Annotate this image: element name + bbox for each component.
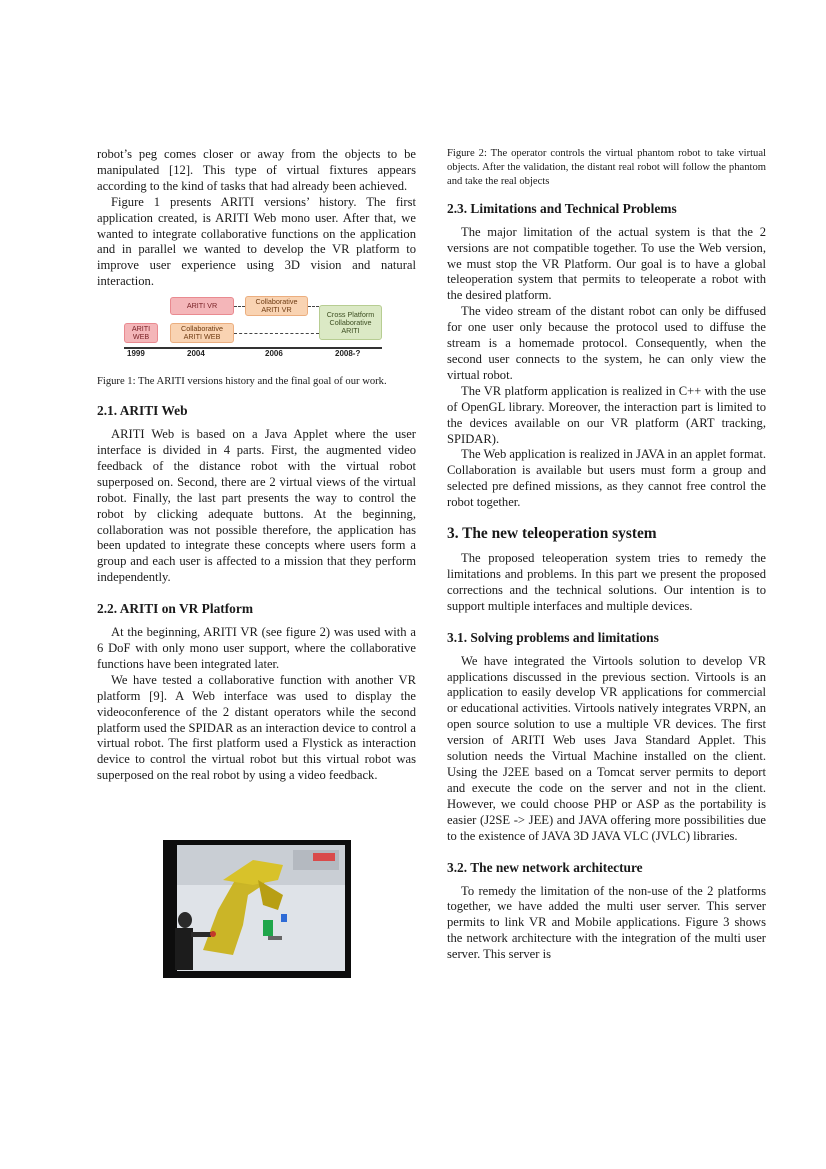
paragraph: The VR platform application is realized in C++ with the use of OpenGL library. Moreover, the interaction part is limited to the devices available on our VR platform (ART tracking, SPIDAR).: [447, 383, 766, 446]
year-label: 2006: [265, 349, 283, 359]
box-collaborative-ariti-web: Collaborative ARITI WEB: [170, 323, 234, 343]
paragraph: The video stream of the distant robot can only be diffused for one user only because the protocol used to diffuse the stream is a homemade protocol. Consequently, when the second user connects to the system, he can only view the virtual robot.: [447, 304, 766, 382]
box-collaborative-ariti-vr: Collaborative ARITI VR: [245, 296, 308, 316]
box-ariti-vr: ARITI VR: [170, 297, 234, 315]
box-cross-platform: Cross Platform Collaborative ARITI: [319, 305, 382, 340]
paragraph: The Web application is realized in JAVA in an applet format. Collaboration is available but users must form a group and selected pre defined missions, as they cannot free control the robot together.: [447, 447, 767, 510]
paragraph: The major limitation of the actual system is that the 2 versions are not compatible together. To use the Web version, we must stop the VR Platform. Our goal is to have a global teleoperation system that permits to teleoperate a robot with the desired platform.: [447, 224, 766, 303]
year-label: 2008-?: [335, 349, 361, 359]
section-heading: 2.2. ARITI on VR Platform: [97, 601, 253, 617]
paragraph: The proposed teleoperation system tries to remedy the limitations and problems. In this part we present the proposed corrections and the technical solutions. Our intention is to support multiple interfaces and multiple devices.: [447, 551, 766, 613]
paragraph: We have tested a collaborative function with another VR platform [9]. A Web interface was used to display the videoconference of the 2 distant operators while the second platform used the SPIDAR as an interaction device to control a virtual robot. The first platform used a Flystick as interaction device to control the virtual robot but this virtual robot was superposed on the real robot by using a video feedback.: [97, 672, 416, 783]
section-heading: 3.1. Solving problems and limitations: [447, 629, 659, 645]
paragraph: We have integrated the Virtools solution to develop VR applications discussed in the previous section. Virtools is an application to easily develop VR applications for commercial or educational activities. Virtools natively integrates VRPN, an open source solution to use a multiple VR devices. The first version of ARITI Web uses Java Standard Applet. This solution needs the Virtual Machine installed on the client. Using the J2EE based on a Tomcat server permits to deport and execute the code on the server and not in the client. However, we could choose PHP or ASP as the portability is easier (J2SE -> JEE) and JAVA offering more possibilities due to the existence of JAVA 3D JAVA VLC (JVLC) libraries.: [447, 653, 766, 843]
figure-1-caption: Figure 1: The ARITI versions history and the final goal of our work.: [97, 376, 387, 388]
robot-photo-illustration: [163, 840, 351, 978]
figure-2-photo: [163, 840, 351, 978]
section-heading: 3. The new teleoperation system: [447, 525, 657, 543]
section-heading: 3.2. The new network architecture: [447, 859, 643, 875]
year-label: 2004: [187, 349, 205, 359]
left-column: [97, 147, 416, 784]
paragraph: robot’s peg comes closer or away from the objects to be manipulated [12]. This type of virtual fixtures appears according to the kind of tasks that had already been achieved.: [97, 147, 416, 193]
timeline-connector: [234, 306, 245, 307]
timeline-connector: [234, 333, 319, 334]
figure-2-caption: Figure 2: The operator controls the virtual phantom robot to take virtual objects. After the validation, the distant real robot will follow the phantom and take the real objects: [447, 148, 766, 187]
right-column: [447, 147, 766, 963]
paragraph: Figure 1 presents ARITI versions’ history. The first application created, is ARITI Web mono user. After that, we wanted to integrate collaborative functions on the application and in parallel we wanted to develop the VR platform to improve user experience using 3D vision and natural interaction.: [97, 194, 416, 289]
paragraph: To remedy the limitation of the non-use of the 2 platforms together, we have added the multi user server. This server permits to link VR and Mobile applications. Figure 3 shows the network architecture with the integration of the multi user server. This server is: [447, 883, 766, 962]
year-label: 1999: [127, 349, 145, 359]
box-ariti-web: ARITI WEB: [124, 323, 158, 343]
paragraph: ARITI Web is based on a Java Applet where the user interface is divided in 4 parts. First, the augmented video feedback of the distance robot with the virtual robot superposed on. Second, there are 2 virtual views of the virtual robot. Finally, the last part presents the way to control the robot by clicking adequate buttons. At the beginning, collaboration was not possible therefore, the application has been updated to integrate these concepts where users form a group and each user is affected to a mission that they perform independently.: [97, 427, 416, 585]
section-heading: 2.3. Limitations and Technical Problems: [447, 200, 677, 216]
section-heading: 2.1. ARITI Web: [97, 403, 188, 419]
paragraph: At the beginning, ARITI VR (see figure 2) was used with a 6 DoF with only mono user support, where the collaborative functions have been integrated later.: [97, 625, 416, 671]
timeline-connector: [308, 306, 319, 307]
figure-1-timeline: [97, 296, 416, 362]
